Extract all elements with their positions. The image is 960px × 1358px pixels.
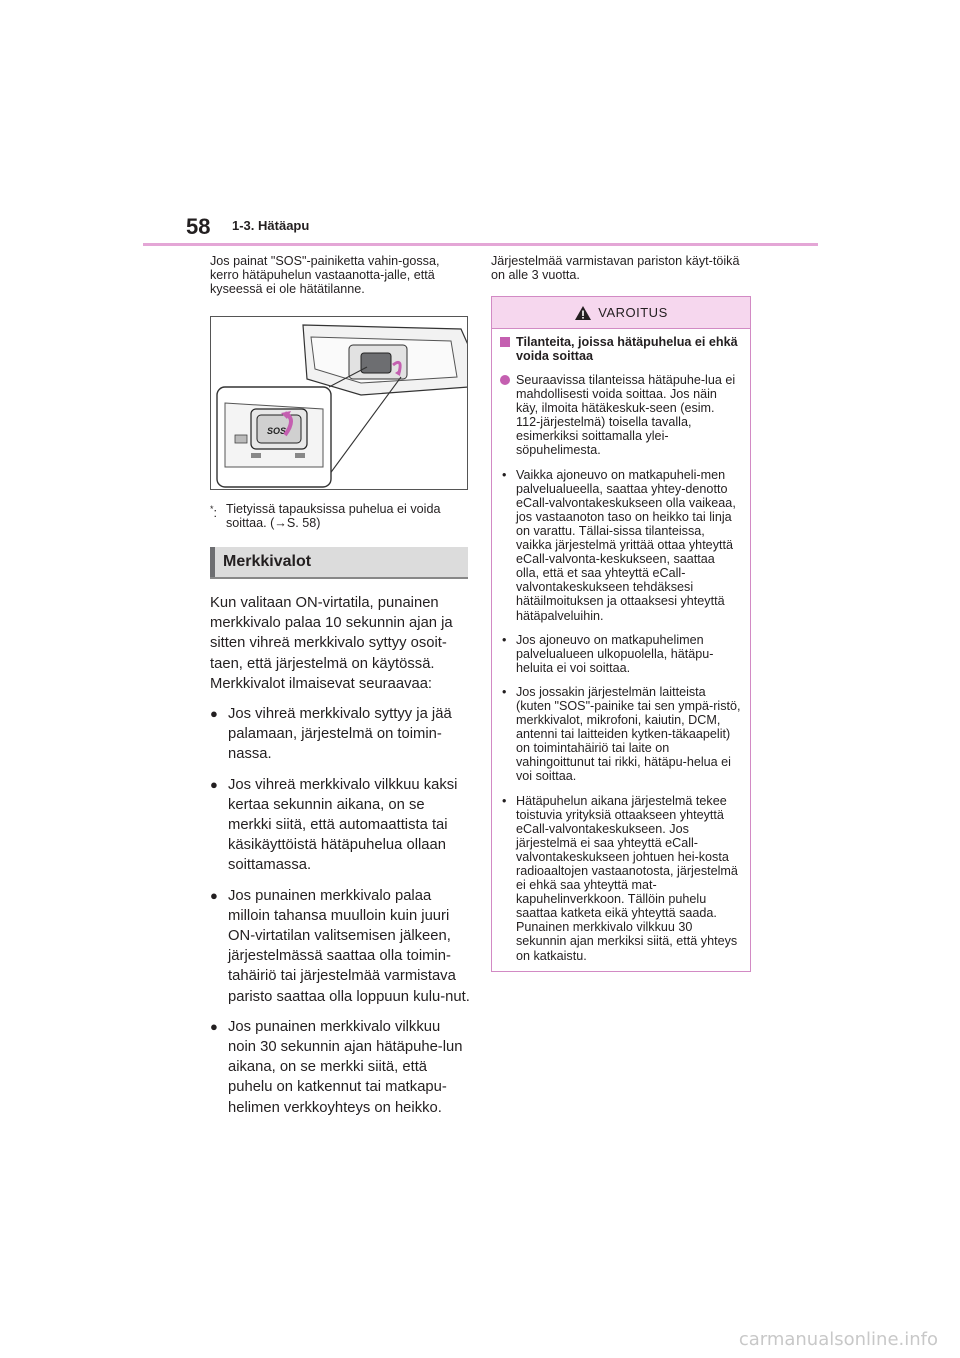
list-item-text: Jos punainen merkkivalo vilkkuu noin 30 sekunnin ajan hätäpuhe-lun aikana, on se merkki siitä, että puhelu on katkennut tai matkapu-helimen verkkoyhteys on heikko.	[228, 1018, 463, 1116]
footnote: *: Tietyissä tapauksissa puhelua ei voida soittaa. (→S. 58)	[210, 502, 472, 530]
warning-item	[500, 685, 741, 784]
bullet-icon: ●	[210, 776, 218, 792]
watermark: carmanualsonline.info	[738, 1329, 938, 1350]
warning-triangle-icon	[574, 305, 592, 321]
list-item-text: Jos punainen merkkivalo palaa milloin tahansa muulloin kuin juuri ON-virtatilan valitsemisen jälkeen, järjestelmässä saattaa olla toimin-tahäiriö tai järjestelmää varmistava paristo saattaa olla loppuun kulu-nut.	[228, 887, 470, 1005]
warning-item-text: Hätäpuhelun aikana järjestelmä tekee toistuvia yrityksiä ottaakseen yhteyttä eCall-valvontakeskukseen. Jos järjestelmä ei saa yhteyttä eCall-valvontakeskukseen johtuen hei-kosta radioaaltojen vastaanotosta, järjestelmä ei ehkä saa yhteyttä mat-kapuhelinverkkoon. Tällöin puhelu saattaa katketa eikä yhteyttä saada. Punainen merkkivalo vilkkuu 30 sekunnin ajan merkiksi siitä, että yhteys on katkaistu.	[516, 793, 738, 963]
header-rule	[143, 243, 818, 246]
footnote-text: Tietyissä tapauksissa puhelua ei voida soittaa. (→S. 58)	[226, 502, 441, 530]
small-bullet-icon: •	[502, 684, 507, 699]
warning-item	[500, 794, 741, 963]
section-heading	[210, 547, 468, 579]
circle-bullet-icon	[500, 375, 510, 385]
sos-label: SOS	[267, 426, 287, 436]
overhead-console-drawing	[211, 317, 468, 490]
small-bullet-icon: •	[502, 793, 507, 808]
warning-subheading	[500, 335, 741, 363]
warning-item-text: Jos ajoneuvo on matkapuhelimen palvelualueen ulkopuolella, hätäpu-heluita ei voi soittaa.	[516, 632, 714, 675]
small-bullet-icon: •	[502, 632, 507, 647]
warning-item	[500, 468, 741, 623]
warning-item-text: Vaikka ajoneuvo on matkapuheli-men palvelualueella, saattaa yhtey-denotto eCall-valvontakeskukseen olla vaikeaa, jos vastaanoton taso on heikko tai linja on varattu. Tällai-sissa tilanteissa, vaikka järjestelmä yrittää ottaa yhteyttä eCall-valvonta-keskukseen, saattaa olla, että et saa yhteyttä eCall-valvontakeskukseen tehdäksesi hätäilmoituksen ja ottaaksesi yhteyttä hätäpalveluihin.	[516, 467, 736, 623]
warning-header	[492, 297, 750, 329]
warning-body	[492, 329, 750, 971]
left-column	[210, 254, 472, 1128]
warning-box	[491, 296, 751, 972]
indicator-list	[210, 704, 472, 1118]
sos-button-illustration	[210, 316, 468, 490]
page-number: 58	[186, 214, 211, 239]
list-item-text: Jos vihreä merkkivalo vilkkuu kaksi kertaa sekunnin aikana, on se merkki siitä, että automaattista tai käsikäyttöistä hätäpuhelua ollaan soittamassa.	[228, 776, 458, 874]
battery-text: Järjestelmää varmistavan pariston käyt-töikä on alle 3 vuotta.	[491, 254, 740, 282]
small-bullet-icon: •	[502, 467, 507, 482]
intro-text: Jos painat "SOS"-painiketta vahin-gossa, kerro hätäpuhelun vastaanotta-jalle, että kyseessä ei ole hätätilanne.	[210, 254, 440, 296]
section-title: 1-3. Hätäapu	[232, 218, 310, 233]
heading-accent	[210, 547, 215, 577]
warning-title: VAROITUS	[598, 305, 668, 320]
warning-item-text: Jos jossakin järjestelmän laitteista (kuten "SOS"-painike tai sen ympä-ristö, merkkivalot, mikrofoni, kaiutin, DCM, antenni tai laitteiden kytken-täkaapelit) on toimintahäiriö tai laite on vahingoittunut tai rikki, hätäpu-helua ei voi soittaa.	[516, 684, 741, 784]
list-item	[210, 886, 472, 1007]
bullet-icon: ●	[210, 1018, 218, 1034]
list-item	[210, 704, 472, 765]
bullet-icon: ●	[210, 887, 218, 903]
list-item	[210, 1017, 472, 1118]
warning-subheading-text: Tilanteita, joissa hätäpuhelua ei ehkä voida soittaa	[516, 335, 738, 363]
right-column	[491, 254, 753, 972]
list-item-text: Jos vihreä merkkivalo syttyy ja jää palamaan, järjestelmä on toimin-nassa.	[228, 706, 452, 763]
warning-lead-text: Seuraavissa tilanteissa hätäpuhe-lua ei mahdollisesti voida soittaa. Jos näin käy, ilmoita hätäkeskuk-seen (esim. 112-järjestelmä) toisella tavalla, esimerkiksi soittamalla ylei-söpuhelimesta.	[516, 373, 736, 458]
bullet-icon: ●	[210, 706, 218, 722]
footnote-mark: *	[210, 504, 214, 514]
warning-lead	[500, 373, 741, 458]
list-item	[210, 775, 472, 876]
square-bullet-icon	[500, 337, 510, 347]
warning-item	[500, 633, 741, 675]
body-paragraph: Kun valitaan ON-virtatila, punainen merkkivalo palaa 10 sekunnin ajan ja sitten vihreä merkkivalo syttyy osoit-taen, että järjestelmä on käytössä. Merkkivalot ilmaisevat seuraavaa:	[210, 595, 453, 692]
heading-text: Merkkivalot	[223, 553, 312, 570]
